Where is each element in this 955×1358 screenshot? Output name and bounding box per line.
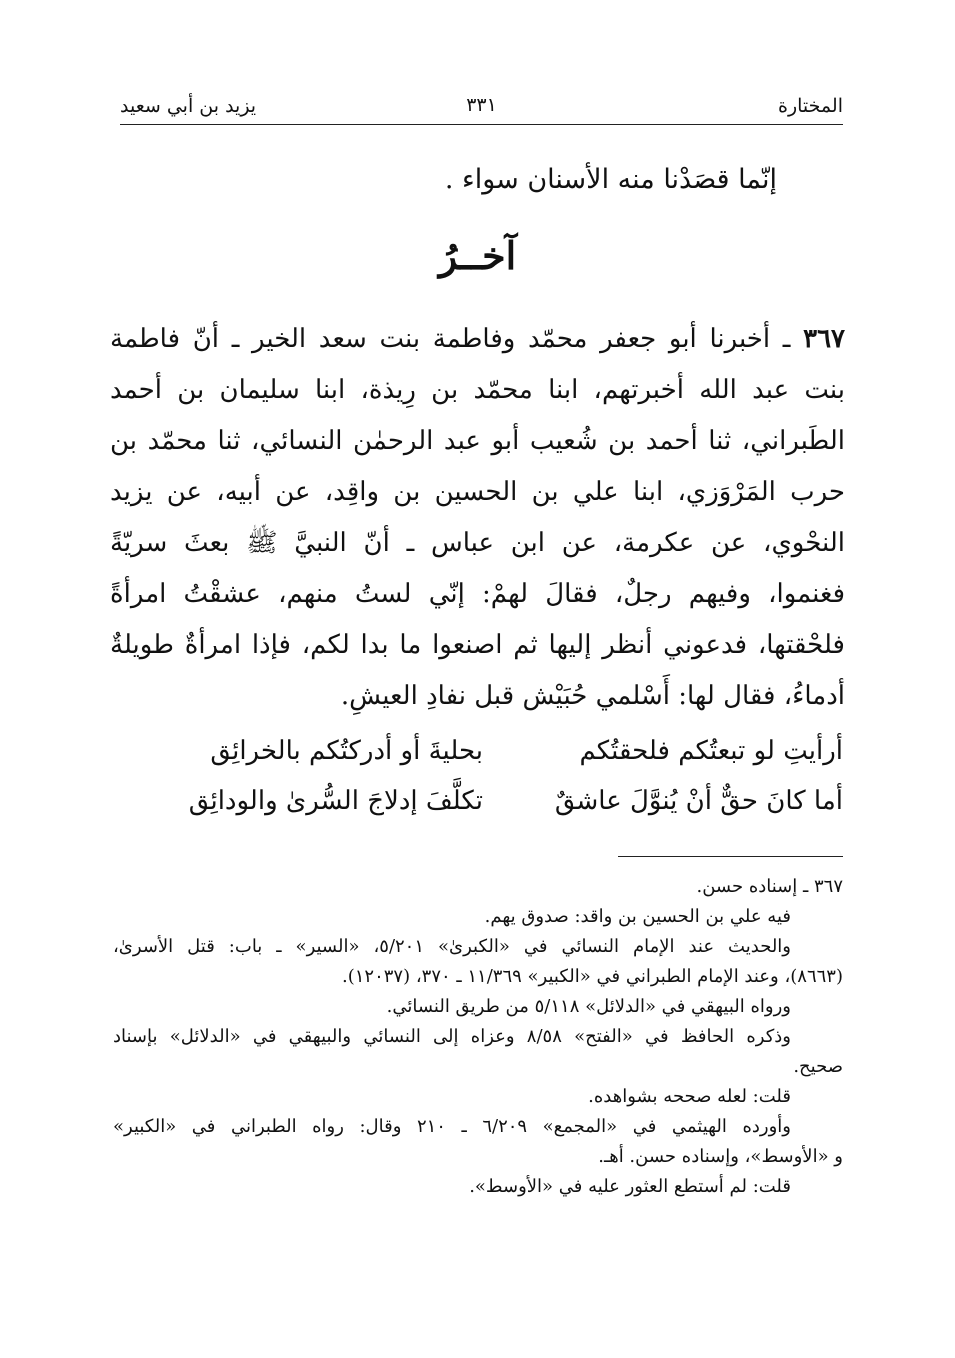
header-page-number: ٣٣١: [466, 94, 497, 116]
footnote-line: و «الأوسط»، وإسناده حسن. أهـ.: [598, 1146, 843, 1167]
footnote-divider: [618, 856, 843, 857]
entry-line: بنت عبد الله أخبرتهم، ابنا محمّد بن رِيذة، ابنا سليمان بن أحمد: [110, 375, 845, 405]
header-chapter-title: يزيد بن أبي سعيد: [120, 95, 257, 117]
footnote-line: فيه علي بن الحسين بن واقد: صدوق يهم.: [484, 906, 791, 927]
entry-line: حرب المَرْوَزي، ابنا علي بن الحسين بن واقِد، عن أبيه، عن يزيد: [110, 477, 845, 507]
footnote-line: وأورده الهيثمي في «المجمع» ٦/٢٠٩ ـ ٢١٠ وقال: رواه الطبراني في «الكبير»: [113, 1116, 791, 1137]
poetry-verses: [183, 726, 843, 826]
verse-line: [183, 776, 843, 826]
entry-line: أدماءُ، فقال لها: أَسْلمي حُبَيْش قبل نفادِ العيشِ.: [340, 681, 845, 711]
entry-line: فغنموا، وفيهم رجلٌ، فقالَ لهمْ: إنّي لستُ منهم، عشقْتُ امرأةً: [110, 579, 845, 609]
footnotes: [113, 872, 843, 1202]
entry-line: فلحْقتها، فدعوني أنظر إليها ثم اصنعوا ما بدا لكم، فإذا امرأةٌ طويلةٌ: [110, 630, 845, 660]
footnote-line: صحيح.: [793, 1056, 843, 1077]
verse-line: [183, 726, 843, 776]
verse-second-hemistich: بحليةَ أو أدركتُكم بالخرائِق: [210, 736, 483, 766]
footnote-line: قلت: لعله صححه بشواهده.: [588, 1086, 791, 1107]
entry-line-text: ـ أخبرنا أبو جعفر محمّد وفاطمة بنت سعد الخير ـ أنّ فاطمة: [110, 324, 791, 354]
entry-line: النحْوي، عن عكرمة، عن ابن عباس ـ أنّ النبيَّ ﷺ بعثَ سريّةً: [110, 528, 845, 558]
footnote-line: ٣٦٧ ـ إسناده حسن.: [696, 876, 843, 897]
footnote-line: (٨٦٦٣)، وعند الإمام الطبراني في «الكبير» ١١/٣٦٩ ـ ٣٧٠، (١٢٠٣٧).: [342, 966, 843, 987]
lead-text-line: إنّما قصَدْنا منه الأسنان سواء .: [444, 164, 777, 195]
entry-number: ٣٦٧: [803, 324, 845, 354]
running-header: [120, 88, 843, 125]
hadith-entry: [110, 314, 845, 722]
entry-line: [110, 314, 845, 365]
verse-second-hemistich: تكلَّفَ إدلاجَ السُّرىٰ والودائِق: [188, 786, 483, 816]
footnote-line: قلت: لم أستطع العثور عليه في «الأوسط».: [469, 1176, 791, 1197]
footnote-line: ورواه البيهقي في «الدلائل» ٥/١١٨ من طريق النسائي.: [386, 996, 791, 1017]
verse-first-hemistich: أرأيتِ لو تبعتُكم فلحقتُكم: [579, 736, 843, 766]
section-title: آخــرُ: [438, 233, 517, 278]
footnote-line: وذكره الحافظ في «الفتح» ٨/٥٨ وعزاه إلى النسائي والبيهقي في «الدلائل» بإسناد: [113, 1026, 791, 1047]
footnote-line: والحديث عند الإمام النسائي في «الكبرىٰ» ٥/٢٠١، «السير» ـ باب: قتل الأسرىٰ،: [113, 936, 791, 957]
entry-line: الطَبراني، ثنا أحمد بن شُعيب أبو عبد الرحمٰن النسائي، ثنا محمّد بن: [110, 426, 845, 456]
header-book-title: المختارة: [778, 95, 843, 117]
verse-first-hemistich: أما كانَ حقٌّ أنْ يُنوَّلَ عاشقٌ: [554, 786, 843, 816]
